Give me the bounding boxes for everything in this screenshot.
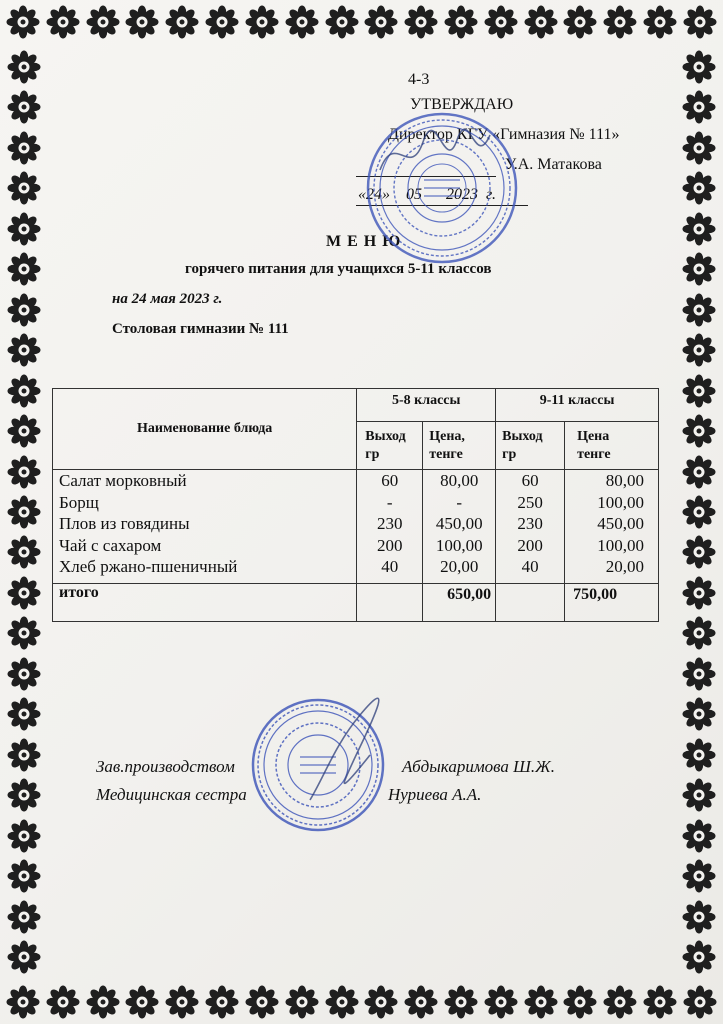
border-flower-icon — [6, 5, 40, 39]
total-output-5-8 — [357, 584, 423, 622]
border-flower-icon — [245, 5, 279, 39]
border-flower-icon — [682, 90, 716, 124]
border-flower-icon — [484, 5, 518, 39]
price-5-8-value: 450,00 — [435, 514, 483, 533]
border-flower-icon — [682, 131, 716, 165]
price-9-11-value: 450,00 — [597, 514, 644, 533]
border-flower-icon — [682, 293, 716, 327]
total-label: итого — [53, 584, 357, 622]
border-flower-icon — [7, 333, 41, 367]
staff-signature — [300, 685, 400, 815]
border-flower-icon — [285, 5, 319, 39]
date-suffix: г. — [486, 186, 497, 203]
border-flower-icon — [524, 985, 558, 1019]
menu-subtitle: горячего питания для учащихся 5-11 классов — [185, 261, 492, 277]
border-flower-icon — [46, 5, 80, 39]
dish-name: Хлеб ржано-пшеничный — [59, 557, 238, 576]
border-flower-icon — [682, 616, 716, 650]
output-9-11-value: 250 — [517, 492, 543, 512]
border-flower-icon — [7, 738, 41, 772]
border-flower-icon — [86, 5, 120, 39]
border-flower-icon — [7, 50, 41, 84]
border-flower-icon — [683, 985, 717, 1019]
border-flower-icon — [404, 985, 438, 1019]
border-flower-icon — [7, 293, 41, 327]
dish-list — [53, 470, 357, 584]
dish-name: Чай с сахаром — [59, 535, 162, 555]
dish-name: Борщ — [59, 492, 99, 512]
border-flower-icon — [7, 697, 41, 731]
border-flower-icon — [7, 778, 41, 812]
border-flower-icon — [325, 985, 359, 1019]
border-flower-icon — [682, 940, 716, 974]
border-flower-icon — [7, 212, 41, 246]
output-5-8-value: 60 — [381, 471, 399, 490]
output-5-8-list — [357, 470, 423, 584]
approval-signer: У.А. Матакова — [505, 156, 602, 173]
border-flower-icon — [325, 5, 359, 39]
border-bottom — [0, 980, 723, 1024]
border-flower-icon — [444, 5, 478, 39]
header-price-9-11: Цена тенге — [565, 422, 659, 470]
approval-label: УТВЕРЖДАЮ — [410, 96, 514, 113]
border-top — [0, 0, 723, 44]
signature-role-2: Медицинская сестра — [96, 785, 247, 804]
output-9-11-value: 60 — [521, 471, 539, 490]
price-5-8-value: 80,00 — [440, 471, 479, 490]
border-flower-icon — [643, 985, 677, 1019]
canteen-name: Столовая гимназии № 111 — [112, 321, 289, 337]
border-flower-icon — [7, 252, 41, 286]
price-9-11-value: 100,00 — [597, 492, 644, 512]
price-9-11-value: 80,00 — [605, 471, 644, 490]
border-flower-icon — [682, 252, 716, 286]
director-signature — [375, 120, 495, 190]
border-flower-icon — [205, 5, 239, 39]
output-9-11-value: 200 — [517, 535, 543, 555]
border-flower-icon — [7, 374, 41, 408]
border-flower-icon — [6, 985, 40, 1019]
date-month: 05 — [406, 186, 422, 203]
price-9-11-list — [565, 470, 659, 584]
border-flower-icon — [165, 5, 199, 39]
header-dish: Наименование блюда — [53, 389, 357, 470]
document-number: 4-3 — [408, 71, 430, 88]
border-flower-icon — [86, 985, 120, 1019]
price-9-11-value: 20,00 — [605, 557, 644, 576]
dish-name: Плов из говядины — [59, 514, 190, 533]
border-flower-icon — [682, 212, 716, 246]
border-flower-icon — [682, 455, 716, 489]
border-flower-icon — [682, 697, 716, 731]
border-flower-icon — [484, 985, 518, 1019]
total-output-9-11 — [496, 584, 565, 622]
date-quote: » — [382, 186, 390, 203]
border-flower-icon — [682, 333, 716, 367]
menu-title: М Е Н Ю — [326, 233, 402, 250]
date-year: 2023 — [446, 186, 478, 203]
border-flower-icon — [682, 859, 716, 893]
border-flower-icon — [46, 985, 80, 1019]
output-9-11-value: 40 — [521, 557, 539, 576]
output-5-8-value: 230 — [377, 514, 403, 533]
border-flower-icon — [603, 5, 637, 39]
output-5-8-value: 200 — [377, 535, 403, 555]
price-5-8-value: 20,00 — [440, 557, 479, 576]
output-9-11-list — [496, 470, 565, 584]
border-flower-icon — [7, 535, 41, 569]
signature-name-1: Абдыкаримова Ш.Ж. — [402, 757, 555, 776]
total-9-11: 750,00 — [565, 584, 659, 622]
border-flower-icon — [364, 5, 398, 39]
price-9-11-value: 100,00 — [597, 535, 644, 555]
signature-name-2: Нуриева А.А. — [388, 785, 482, 804]
border-flower-icon — [7, 414, 41, 448]
border-flower-icon — [563, 985, 597, 1019]
border-flower-icon — [7, 455, 41, 489]
price-5-8-list — [423, 470, 496, 584]
border-right — [677, 44, 721, 980]
output-5-8-value: 40 — [381, 557, 399, 576]
border-flower-icon — [682, 495, 716, 529]
price-5-8-value: 100,00 — [435, 535, 483, 555]
border-flower-icon — [7, 940, 41, 974]
output-5-8-value: - — [386, 492, 393, 512]
date-day: «24 — [358, 186, 382, 203]
border-flower-icon — [682, 778, 716, 812]
border-flower-icon — [682, 738, 716, 772]
border-flower-icon — [563, 5, 597, 39]
border-flower-icon — [404, 5, 438, 39]
border-flower-icon — [682, 50, 716, 84]
border-flower-icon — [643, 5, 677, 39]
border-flower-icon — [682, 414, 716, 448]
border-flower-icon — [364, 985, 398, 1019]
border-flower-icon — [682, 535, 716, 569]
signature-role-1: Зав.производством — [96, 757, 235, 776]
border-left — [2, 44, 46, 980]
border-flower-icon — [205, 985, 239, 1019]
border-flower-icon — [7, 90, 41, 124]
border-flower-icon — [682, 171, 716, 205]
header-output-5-8: Выход гр — [357, 422, 423, 470]
border-flower-icon — [7, 495, 41, 529]
header-output-9-11: Выход гр — [496, 422, 565, 470]
header-price-5-8: Цена, тенге — [423, 422, 496, 470]
dish-name: Салат морковный — [59, 471, 187, 490]
border-flower-icon — [125, 985, 159, 1019]
border-flower-icon — [245, 985, 279, 1019]
price-5-8-value: - — [456, 492, 463, 512]
approval-position: Директор КГУ «Гимназия № 111» — [388, 126, 620, 143]
border-flower-icon — [7, 819, 41, 853]
border-flower-icon — [125, 5, 159, 39]
border-flower-icon — [524, 5, 558, 39]
border-flower-icon — [682, 819, 716, 853]
total-5-8: 650,00 — [423, 584, 496, 622]
border-flower-icon — [7, 859, 41, 893]
border-flower-icon — [7, 131, 41, 165]
border-flower-icon — [165, 985, 199, 1019]
border-flower-icon — [7, 900, 41, 934]
border-flower-icon — [683, 5, 717, 39]
menu-date: на 24 мая 2023 г. — [112, 291, 223, 307]
border-flower-icon — [682, 900, 716, 934]
border-flower-icon — [682, 576, 716, 610]
border-flower-icon — [285, 985, 319, 1019]
border-flower-icon — [682, 374, 716, 408]
menu-table — [52, 388, 659, 622]
output-9-11-value: 230 — [517, 514, 543, 533]
border-flower-icon — [7, 576, 41, 610]
border-flower-icon — [7, 616, 41, 650]
border-flower-icon — [7, 657, 41, 691]
header-group-5-8: 5-8 классы — [357, 389, 496, 422]
border-flower-icon — [7, 171, 41, 205]
border-flower-icon — [682, 657, 716, 691]
border-flower-icon — [444, 985, 478, 1019]
header-group-9-11: 9-11 классы — [496, 389, 659, 422]
border-flower-icon — [603, 985, 637, 1019]
